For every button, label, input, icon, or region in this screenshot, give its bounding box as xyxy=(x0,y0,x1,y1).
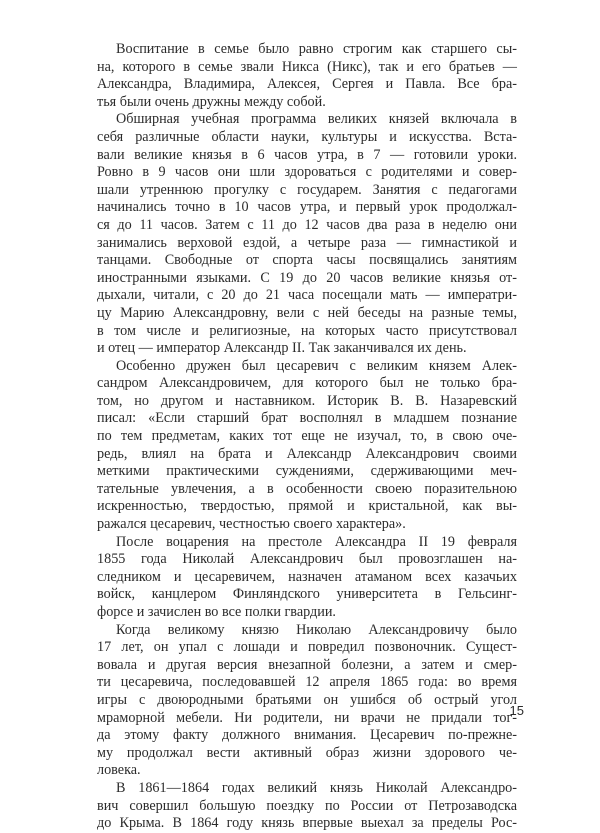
text-line: Особенно дружен был цесаревич с великим князем Алек- xyxy=(116,357,517,374)
text-line: ловека. xyxy=(97,762,141,779)
text-line: меткими практическими суждениями, сдерживающими меч- xyxy=(97,463,517,480)
text-line: танцами. Свободные от спорта часы посвящались занятиям xyxy=(97,252,517,269)
text-line: мраморной мебели. Ни родители, ни врачи не придали тог- xyxy=(97,709,517,726)
text-line: до Крыма. В 1864 году князь впервые выехал за пределы Рос- xyxy=(97,815,517,832)
text-line: иностранными языками. С 19 до 20 часов великие князья от- xyxy=(97,269,517,286)
text-line: тательные увлечения, а в особенности своею поразительною xyxy=(97,480,517,497)
text-line: Воспитание в семье было равно строгим как старшего сы- xyxy=(116,41,517,57)
text-line: форсе и зачислен во все полки гвардии. xyxy=(97,604,336,620)
text-line: и отец — император Александр II. Так заканчивался их день. xyxy=(97,340,467,357)
paragraph-1 xyxy=(97,41,517,111)
text-line: Ровно в 9 часов они шли здороваться с родителями и совер- xyxy=(97,164,517,181)
text-line: цу Марию Александровну, вели с ней беседы на разные темы, xyxy=(97,304,517,321)
text-line: себя различные области науки, культуры и искусства. Вста- xyxy=(97,128,517,145)
paragraph-5 xyxy=(97,622,517,780)
text-line: на, которого в семье звали Никса (Никс), так и его братьев — xyxy=(97,58,517,75)
text-line: следником и цесаревичем, назначен атаманом всех казачьих xyxy=(97,568,517,585)
text-line: игры с двоюродными братьями он ушибся об острый угол xyxy=(97,691,517,708)
text-line: занимались верховой ездой, а четыре раза — гимнастикой и xyxy=(97,234,517,251)
text-line: да этому факту должного внимания. Цесаревич по-прежне- xyxy=(97,727,517,744)
body-text xyxy=(97,41,517,833)
text-line: войск, канцлером Финляндского университета в Гельсинг- xyxy=(97,586,517,603)
text-line: Обширная учебная программа великих князей включала в xyxy=(116,111,517,128)
text-line: Александра, Владимира, Алексея, Сергея и Павла. Все бра- xyxy=(97,76,517,93)
text-line: ти цесаревича, последовавшей 12 апреля 1865 года: во время xyxy=(97,674,517,691)
text-line: В 1861—1864 годах великий князь Николай Александро- xyxy=(116,779,517,796)
text-line: искренностью, твердостью, прямой и кристальной, как вы- xyxy=(97,498,517,515)
text-line: шали утреннюю прогулку с государем. Занятия с педагогами xyxy=(97,181,517,198)
text-line: сандром Александровичем, для которого был не только бра- xyxy=(97,375,517,392)
text-line: 1855 года Николай Александрович был провозглашен на- xyxy=(97,551,517,568)
text-line: ся до 11 часов. Затем с 11 до 12 часов два раза в неделю они xyxy=(97,216,517,233)
text-line: дыхали, читали, с 20 до 21 часа посещали мать — императри- xyxy=(97,287,517,304)
text-line: вовала и другая версия внезапной болезни, а затем и смер- xyxy=(97,656,517,673)
text-line: том, но другом и наставником. Историк В. В. Назаревский xyxy=(97,392,517,409)
text-line: тья были очень дружны между собой. xyxy=(97,93,326,110)
text-line: писал: «Если старший брат восполнял в младшем познание xyxy=(97,410,517,427)
text-line: в том числе и религиозные, на которых часто присутствовал xyxy=(97,322,517,339)
text-line: начинались точно в 10 часов утра, и первый урок продолжал- xyxy=(97,199,517,216)
text-line: редь, влиял на брата и Александр Александрович своими xyxy=(97,445,517,462)
text-line: по тем предметам, каких тот еще не изучал, то, в свою оче- xyxy=(97,428,517,445)
text-line: ражался цесаревич, честностью своего характера». xyxy=(97,516,406,533)
text-line: После воцарения на престоле Александра II 19 февраля xyxy=(116,533,517,550)
text-line: Когда великому князю Николаю Александровичу было xyxy=(116,621,517,638)
paragraph-6 xyxy=(97,780,517,833)
paragraph-4 xyxy=(97,534,517,622)
text-line: му продолжал вести активный образ жизни здорового че- xyxy=(97,744,517,761)
text-line: 17 лет, он упал с лошади и повредил позвоночник. Сущест- xyxy=(97,639,517,656)
paragraph-3 xyxy=(97,358,517,534)
page-number: 15 xyxy=(509,703,524,718)
text-line: вич совершил большую поездку по России от Петрозаводска xyxy=(97,797,517,814)
paragraph-2 xyxy=(97,111,517,357)
text-line: вали великие князья в 6 часов утра, в 7 — готовили уроки. xyxy=(97,146,517,163)
